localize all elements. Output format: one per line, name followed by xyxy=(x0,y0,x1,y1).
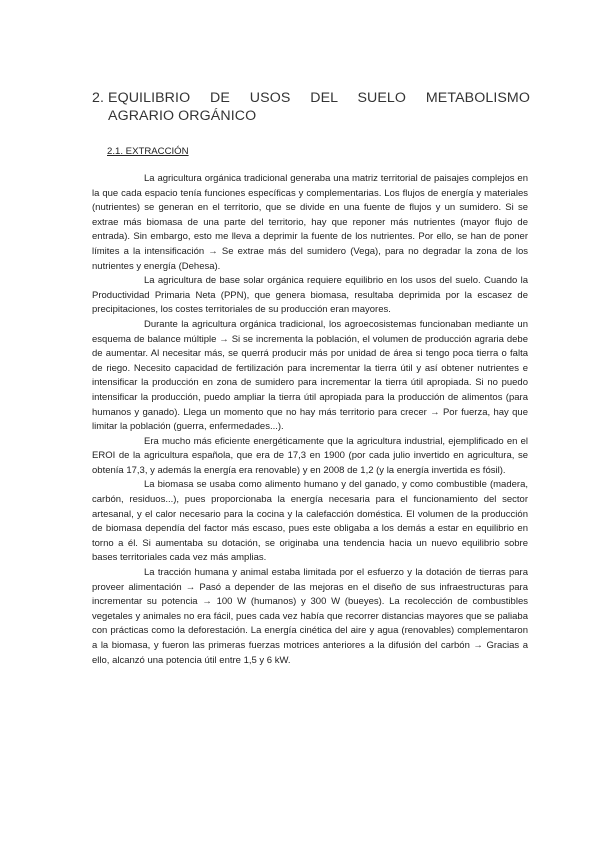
section-title-line-2: AGRARIO ORGÁNICO xyxy=(108,108,257,124)
paragraph-6: La tracción humana y animal estaba limitada por el esfuerzo y la dotación de tierras para proveer alimentación → Pasó a depender de las mejoras en el diseño de sus infraestructuras para incrementar su potencia → 100 W (humanos) y 300 W (bueyes). La recolección de combustibles vegetales y animales no era fácil, pues cada vez había que recorrer distancias mayores que se paliaba con prácticas como la deforestación. La energía cinética del aire y agua (renovables) complementaron a la biomasa, y fueron las primeras fuerzas motrices anteriores a la difusión del carbón → Gracias a ello, alcanzó una potencia útil entre 1,5 y 6 kW. xyxy=(92,567,528,666)
paragraph-2: La agricultura de base solar orgánica requiere equilibrio en los usos del suelo. Cuando la Productividad Primaria Neta (PPN), que genera biomasa, resultaba deprimida por la escasez de precipitaciones, los costes territoriales de su producción eran mayores. xyxy=(92,275,528,316)
section-number: 2. xyxy=(92,90,105,106)
subsection-heading: 2.1. EXTRACCIÓN xyxy=(107,146,189,157)
paragraph-5: La biomasa se usaba como alimento humano y del ganado, y como combustible (madera, carbón, residuos...), pues proporcionaba la energía necesaria para el funcionamiento del sector artesanal, y el calor necesario para la cocina y la calefacción doméstica. El volumen de la producción de biomasa dependía del factor más escaso, pues este obligaba a los demás a estar en equilibrio en torno a él. Si aumentaba su dotación, se originaba una tendencia hacia un nuevo equilibrio sobre bases territoriales cada vez más amplias. xyxy=(92,479,528,564)
section-title xyxy=(108,89,530,125)
paragraph-1: La agricultura orgánica tradicional generaba una matriz territorial de paisajes complejos en la que cada espacio tenía funciones específicas y complementarias. Los flujos de energía y materiales (nutrientes) se generan en el territorio, que se divide en una fuente de flujos y un sumidero. Si se extrae más biomasa de una parte del territorio, hay que reponer más nutrientes (mayor flujo de entrada). Sin embargo, esto me lleva a deprimir la fuente de los nutrientes. Por ello, se han de poner límites a la intensificación → Se extrae más del sumidero (Vega), para no degradar la zona de los nutrientes y energía (Dehesa). xyxy=(92,173,528,272)
body-text xyxy=(92,172,528,668)
paragraph-3: Durante la agricultura orgánica tradicional, los agroecosistemas funcionaban mediante un esquema de balance múltiple → Si se incrementa la población, el volumen de producción agraria debe de aumentar. Al necesitar más, se querrá producir más por unidad de área si tengo poca tierra o falta de riego. Necesito capacidad de fertilización para incrementar la tierra útil y así obtener nutrientes e intensificar la producción en zona de sumidero para incrementar la tierra útil apropiada. Si no puedo intensificar la producción, puedo ampliar la tierra útil apropiada para la producción de alimentos (para humanos y ganado). Llega un momento que no hay más territorio para crecer → Por fuerza, hay que limitar la población (guerra, enfermedades...). xyxy=(92,318,528,433)
section-title-line-1: EQUILIBRIO DE USOS DEL SUELO METABOLISMO xyxy=(108,90,530,106)
paragraph-4: Era mucho más eficiente energéticamente que la agricultura industrial, ejemplificado en el EROI de la agricultura española, que era de 17,3 en 1900 (por cada julio invertido en agricultura, se obtenía 17,3, y además la energía era renovable) y en 2008 de 1,2 (y la energía invertida es fósil). xyxy=(92,435,528,476)
section-heading xyxy=(92,89,530,125)
